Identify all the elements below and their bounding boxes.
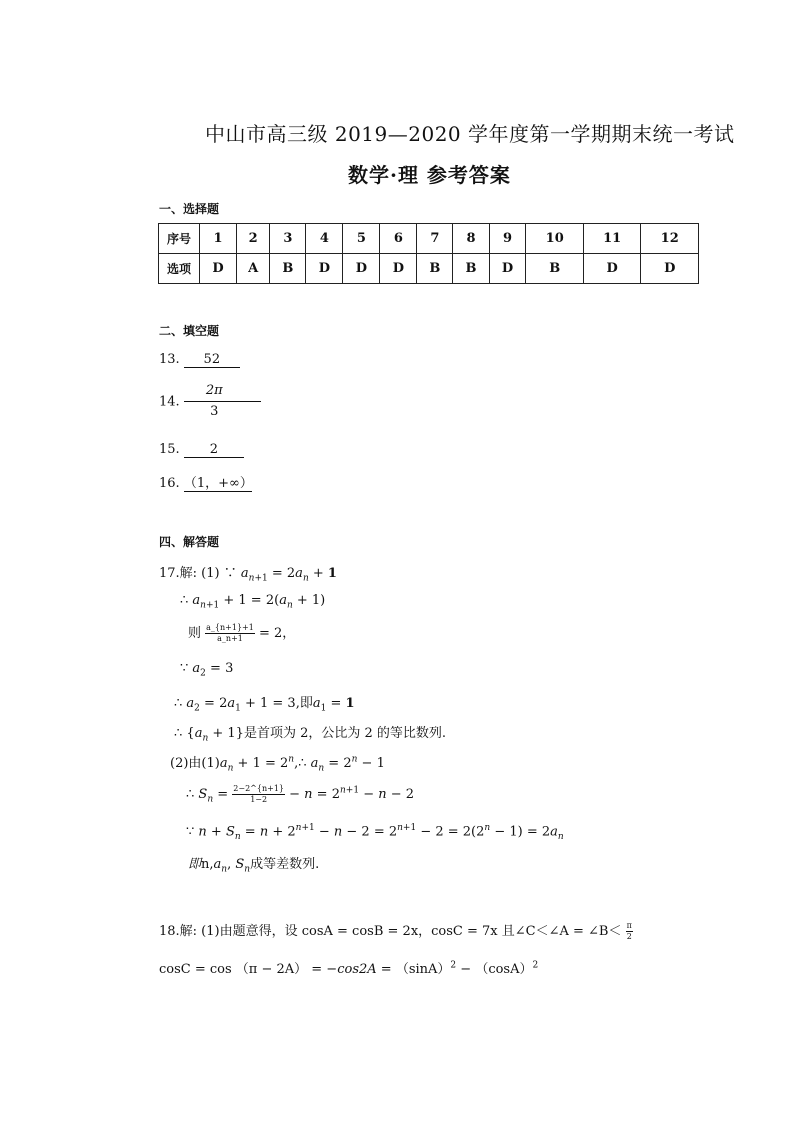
- answer-16: [159, 472, 252, 492]
- fraction-denominator: 1−2: [250, 795, 268, 804]
- row-label-choice: 选项: [159, 254, 200, 284]
- table-row-numbers: [159, 224, 699, 254]
- solution-17-line-3: [188, 622, 295, 643]
- exam-title: 中山市高三级 2019—2020 学年度第一学期期末统一考试: [205, 122, 735, 146]
- table-cell-number: 8: [453, 224, 489, 254]
- table-cell-choice: B: [526, 254, 583, 284]
- answer-15: [159, 442, 244, 458]
- table-cell-choice: B: [453, 254, 489, 284]
- solution-17-line-7: (2)由$(1)a_n + 1$ = $2^n,\therefore$ $a_n = 2^n - 1$: [170, 754, 385, 774]
- text-then: 则: [188, 626, 202, 641]
- table-cell-choice: B: [270, 254, 306, 284]
- table-cell-choice: D: [200, 254, 237, 284]
- answer-value: 52: [184, 352, 240, 368]
- fraction-result: = 2，: [258, 626, 296, 641]
- answer-value: 2: [184, 442, 244, 458]
- table-cell-number: 11: [583, 224, 640, 254]
- solution-17-line-1: 17.解: (1) ∵ $a_{n+1} = 2a_n + 1$: [159, 566, 337, 584]
- table-cell-choice: D: [380, 254, 417, 284]
- answer-13: [159, 352, 240, 368]
- fraction-denominator: 3: [210, 404, 219, 420]
- blank-line: [227, 401, 261, 402]
- table-row-choices: [159, 254, 699, 284]
- table-cell-number: 1: [200, 224, 237, 254]
- fraction-denominator: a_n+1: [217, 634, 243, 643]
- question-number: 14.: [159, 394, 180, 410]
- table-cell-choice: D: [641, 254, 699, 284]
- solution-17-line-9: ∵ $n + S_n = n + 2^{n+1} - n - 2 = 2^{n+1} - 2 = 2(2^n - 1) = 2a_n$: [186, 823, 564, 842]
- table-cell-number: 9: [489, 224, 526, 254]
- table-cell-choice: B: [417, 254, 453, 284]
- solution-17-line-2: ∴ $a_{n+1} + 1 = 2(a_n + 1)$: [180, 593, 326, 611]
- answer-table: [158, 223, 699, 284]
- fraction-numerator: 2π: [202, 384, 227, 402]
- exam-subtitle: 数学·理 参考答案: [348, 163, 511, 187]
- table-cell-choice: A: [236, 254, 269, 284]
- table-cell-number: 12: [641, 224, 699, 254]
- section-heading-fill: 二、填空题: [159, 324, 220, 338]
- table-cell-choice: D: [306, 254, 343, 284]
- table-cell-number: 5: [343, 224, 380, 254]
- question-number: 13.: [159, 352, 180, 367]
- fraction-two-pi-over-three: [202, 384, 227, 420]
- fraction-numerator: π: [626, 921, 632, 930]
- solution-17-line-10: 即$n,a_n$, $S_n$成等差数列.: [188, 857, 320, 875]
- table-cell-choice: D: [489, 254, 526, 284]
- table-cell-choice: D: [343, 254, 380, 284]
- table-cell-number: 10: [526, 224, 583, 254]
- fraction-denominator: 2: [626, 932, 632, 941]
- pi-over-two: [626, 922, 633, 941]
- table-cell-number: 6: [380, 224, 417, 254]
- problem-label: 17.解: (1): [159, 566, 220, 581]
- solution-17-line-4: ∵ $a_2 = 3$: [180, 661, 234, 679]
- row-label-number: 序号: [159, 224, 200, 254]
- section-heading-solution: 四、解答题: [159, 535, 220, 549]
- answer-14: [159, 384, 261, 420]
- solution-17-line-5: ∴ $a_2 = 2a_1 + 1 = 3$,即$a_1 = 1$: [174, 696, 355, 714]
- table-cell-number: 3: [270, 224, 306, 254]
- solution-17-line-8: ∴ $S_n$ = $\frac{2-2\^{}\{n+1\}}{1-2}$ − $n = 2^{n+1} - n - 2$: [186, 784, 415, 805]
- question-number: 15.: [159, 442, 180, 457]
- solution-18-line-1: 18.解: (1)由题意得，设 cosA = cosB = 2x，cosC = 7x 且∠C＜∠A = ∠B＜ $\frac{\pi}{2}$: [159, 921, 632, 941]
- table-cell-number: 7: [417, 224, 453, 254]
- question-number: 16.: [159, 476, 180, 491]
- table-cell-number: 2: [236, 224, 269, 254]
- solution-17-line-6: ∴ $\{a_n + 1\}$是首项为 2，公比为 2 的等比数列.: [174, 726, 447, 744]
- fraction-numerator: a_{n+1}+1: [206, 623, 254, 632]
- blank-line: [184, 401, 202, 402]
- section-heading-choice: 一、选择题: [159, 202, 220, 216]
- sum-fraction: [232, 785, 285, 804]
- fraction-numerator: 2−2^{n+1}: [233, 784, 284, 793]
- ratio-fraction: [205, 624, 255, 643]
- answer-value: （1，+∞）: [184, 472, 252, 492]
- table-cell-number: 4: [306, 224, 343, 254]
- solution-18-line-2: $\cos C = \cos (\pi - 2A) = -\cos 2A = (\sin A)^2 - (\cos A)^2$: [159, 960, 539, 977]
- table-cell-choice: D: [583, 254, 640, 284]
